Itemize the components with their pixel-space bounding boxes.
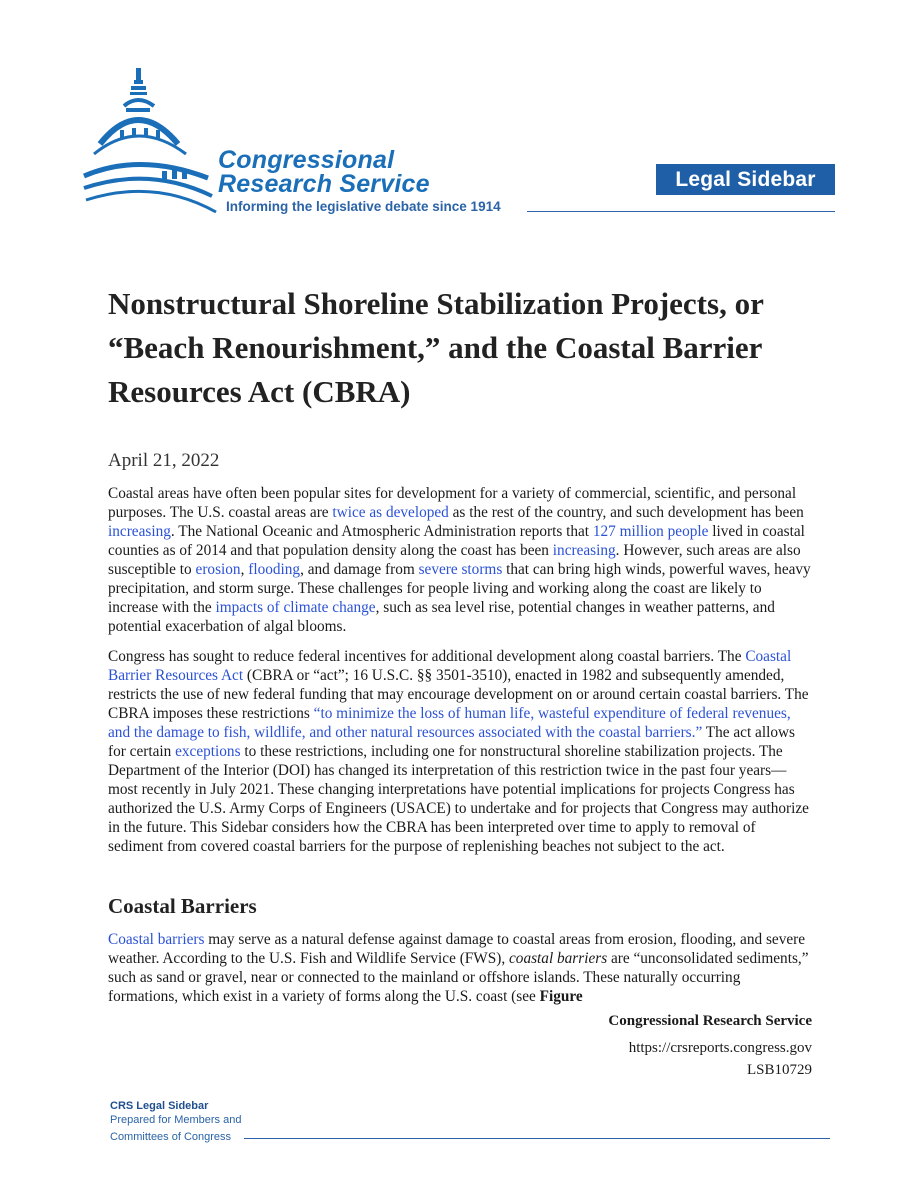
text-run: may serve as a natural defense against damage to coastal areas from erosion, flooding, and severe weather. According to the U.S. Fish and Wildlife Service (FWS), <box>108 931 806 967</box>
page-title: Nonstructural Shoreline Stabilization Projects, or “Beach Renourishment,” and the Coastal Barrier Resources Act (CBRA) <box>108 286 764 409</box>
inline-link[interactable]: increasing <box>108 523 171 540</box>
capitol-dome-icon <box>80 66 220 216</box>
footer-series: CRS Legal Sidebar <box>110 1100 209 1112</box>
text-run: (CBRA or “act”; 16 U.S.C. §§ 3501-3510), enacted in 1982 and subsequently amended, restricts the use of new federal funding that may encourage development on or around certain coastal barriers. The CBRA imposes these restrictions <box>108 667 809 722</box>
footer-url-link[interactable]: https://crsreports.congress.gov <box>628 1040 812 1056</box>
text-run: , such as sea level rise, potential changes in weather patterns, and potential exacerbation of algal blooms. <box>108 599 775 635</box>
text-run: as the rest of the country, and such development has been <box>448 504 804 521</box>
text-run: that can bring high winds, powerful waves, heavy precipitation, and storm surge. These challenges for people living and working along the coast are likely to increase with the <box>108 561 811 616</box>
text-run: Coastal areas have often been popular sites for development for a variety of commercial, scientific, and personal purposes. The U.S. coastal areas are <box>108 485 797 521</box>
body-paragraph-2 <box>108 647 814 856</box>
footer-prepared-line2: Committees of Congress <box>110 1131 232 1143</box>
inline-link[interactable]: increasing <box>552 542 616 559</box>
inline-link[interactable]: Coastal barriers <box>108 931 205 948</box>
text-run: Figure <box>539 988 583 1005</box>
text-run: . However, such areas are also susceptible to <box>108 542 801 578</box>
text-run: The act allows for certain <box>108 724 795 760</box>
text-run: lived in coastal counties as of 2014 and that population density along the coast has been <box>108 523 805 559</box>
text-run: . The National Oceanic and Atmospheric Administration reports that <box>170 523 593 540</box>
text-run: , and damage from <box>300 561 419 578</box>
text-run: to these restrictions, including one for nonstructural shoreline stabilization projects. The Department of the Interior (DOI) has changed its interpretation of this restriction twice in the past four years—most recently in July 2021. These changing interpretations have potential implications for projects Congress has authorized the U.S. Army Corps of Engineers (USACE) to undertake and for projects that Congress may authorize in the future. This Sidebar considers how the CBRA has been interpreted over time to apply to removal of sediment from covered coastal barriers for the purpose of replenishing beaches not subject to the act. <box>108 743 809 855</box>
legal-sidebar-badge: Legal Sidebar <box>656 164 835 195</box>
publication-date: April 21, 2022 <box>108 450 220 471</box>
tagline: Informing the legislative debate since 1914 <box>226 199 501 214</box>
tagline-divider <box>527 211 835 212</box>
inline-link[interactable]: Coastal Barrier Resources Act <box>108 648 792 684</box>
text-run: coastal barriers <box>509 950 608 967</box>
text-run: Congress has sought to reduce federal incentives for additional development along coastal barriers. The <box>108 648 746 665</box>
inline-link[interactable]: severe storms <box>418 561 503 578</box>
report-id: LSB10729 <box>746 1062 812 1078</box>
footer-divider <box>244 1138 830 1139</box>
footer-org: Congressional Research Service <box>608 1013 812 1029</box>
section-heading: Coastal Barriers <box>108 894 257 918</box>
text-run: are “unconsolidated sediments,” such as sand or gravel, near or connected to the mainland or offshore islands. These naturally occurring formations, which exist in a variety of forms along the U.S. coast (see <box>108 950 809 1005</box>
inline-link[interactable]: flooding <box>248 561 301 578</box>
footer-prepared-line1: Prepared for Members and <box>110 1114 242 1126</box>
inline-link[interactable]: 127 million people <box>592 523 709 540</box>
text-run: , <box>240 561 249 578</box>
inline-link[interactable]: exceptions <box>175 743 241 760</box>
inline-link[interactable]: erosion <box>195 561 241 578</box>
org-name-line1: Congressional <box>218 146 395 174</box>
inline-link[interactable]: twice as developed <box>332 504 449 521</box>
body-paragraph-3 <box>108 930 814 1006</box>
inline-link[interactable]: impacts of climate change <box>215 599 376 616</box>
body-paragraph-1 <box>108 484 814 636</box>
org-name-line2: Research Service <box>218 170 430 198</box>
inline-link[interactable]: “to minimize the loss of human life, wasteful expenditure of federal revenues, and the damage to fish, wildlife, and other natural resources associated with the coastal barriers.” <box>108 705 791 741</box>
